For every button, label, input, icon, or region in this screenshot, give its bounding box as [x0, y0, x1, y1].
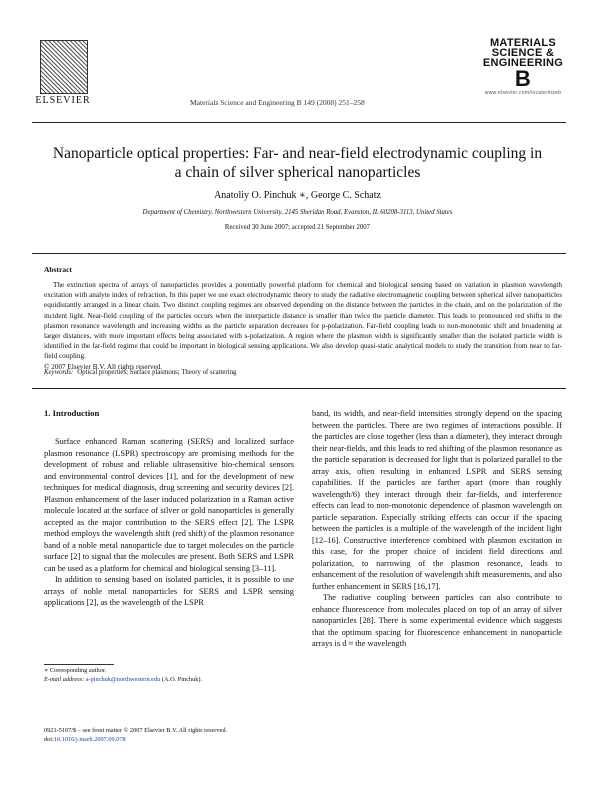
abstract-text: The extinction spectra of arrays of nanoparticles provides a potentially powerful platform for chemical and biological sensing based on variation in plasmon wavelength excitation with analyte index of refraction. In this paper we use exact electrodynamic theory to study the radiative electromagnetic coupling between spherical silver nanoparticles equidistantly arranged in a linear chain. Two distinct coupling regimes are observed depending on the distance between the particles in the chain, and on the polarization of the incident light. Near-field coupling of the particles occurs when the interparticle distance is smaller than twice the particle diameter. This leads to pronounced red shifts in the plasmon resonance wavelength and increasing widths as the particle separation decreases for p-polarization. Far-field coupling leads to non-monotonic shift and broadening at larger distances, with more important effects being associated with s-polarization. A region where the plasmon width is significantly smaller than the isolated particle width is identified in the far-field regime that could be important in biological sensing applications. We also develop quasi-static analytical models to study the transition from near to far-field coupling. [44, 281, 562, 361]
keywords-text: Optical properties; Surface plasmons; Theory of scattering [77, 369, 237, 376]
received-dates: Received 30 June 2007; accepted 21 September 2007 [224, 224, 371, 231]
issn-line: 0921-5107/$ – see front matter © 2007 Elsevier B.V. All rights reserved. [44, 727, 228, 734]
journal-citation: Materials Science and Engineering B 149 (2008) 251–258 [190, 98, 365, 107]
email-line [44, 676, 202, 685]
section-heading: 1. Introduction [44, 408, 100, 418]
journal-logo-tagline: www.elsevier.com/locate/mseb [484, 90, 562, 96]
keywords [44, 369, 236, 376]
elsevier-tree-icon [40, 40, 88, 94]
doi-line [44, 736, 227, 745]
copyright: © 2007 Elsevier B.V. All rights reserved. [44, 362, 163, 371]
doi-label: doi: [44, 735, 54, 743]
affiliation: Department of Chemistry, Northwestern University, 2145 Sheridan Road, Evanston, IL 60208-3113, United States [142, 209, 453, 216]
journal-logo [478, 38, 568, 97]
paragraph: band, its width, and near-field intensities strongly depend on the spacing between the particles. There are two regimes of interactions possible. If the particles are close together (less than a diameter), they interact through their near-fields, and this leads to red shifting of the plasmon resonance as the particle separation is decreased for light that is polarized parallel to the array axis, often resulting in enhanced LSPR and SERS sensing capabilities. If the particles are farther apart (more than roughly wavelength/6) they interact through their far-fields, and interference effects can lead to non-monotonic dependence of plasmon wavelength on particle separation. Especially striking effects can occur if the spacing between the particles is a multiple of the wavelength of the incident light [12–16]. Constructive interference combined with plasmon excitation in this case, for the proper choice of incident field directions and polarization, to narrowing of the plasmon resonance, leads to enhancement of the resolution of wavelength shift measurements, and also further enhancement in SERS [16,17]. [312, 409, 562, 591]
right-column [312, 408, 562, 650]
abstract-top-rule [32, 253, 566, 254]
email-label: E-mail address: [44, 675, 85, 683]
journal-logo-line: SCIENCE & [491, 47, 555, 59]
footnote [44, 667, 202, 685]
header-rule [32, 122, 566, 123]
footnote-rule [44, 664, 114, 665]
publisher-name: ELSEVIER [35, 95, 91, 106]
paragraph: In addition to sensing based on isolated particles, it is possible to use arrays of noble metal nanoparticles for SERS and LSPR sensing applications [2], as the wavelength of the LSPR [44, 575, 294, 607]
paper-title: Nanoparticle optical properties: Far- and near-field electrodynamic coupling in a chain of silver spherical nanoparticles [52, 145, 543, 181]
left-column [44, 436, 294, 609]
abstract-body [44, 280, 562, 372]
email-link[interactable]: a-pinchuk@northwestern.edu [85, 675, 161, 683]
corresponding-author: ∗ Corresponding author. [44, 667, 107, 674]
journal-logo-letter: B [514, 66, 532, 91]
front-matter [44, 727, 227, 745]
paragraph: Surface enhanced Raman scattering (SERS) and localized surface plasmon resonance (LSPR) spectroscopy are promising methods for the development of robust and reliable ultrasensitive bio-chemical sensors and environmental control devices [1], and for the development of new techniques for medical diagnosis, drug screening and security devices [2]. Plasmon enhancement of the laser induced polarization in a Raman active molecule located at the surface of silver or gold nanoparticles is generally accepted as the major contribution to the SERS effect [2]. The LSPR method employs the wavelength shift (red shift) of the plasmon resonance band of a noble metal nanoparticle due to target molecules on the particle surface [2] to signal that the molecules are present. Both SERS and LSPR can be used as a platform for chemical and biological sensing [3–11]. [44, 437, 294, 573]
elsevier-logo [32, 40, 94, 108]
journal-logo-line: MATERIALS [489, 37, 557, 49]
paragraph: The radiative coupling between particles can also contribute to enhance fluorescence from molecules placed on top of an array of silver nanoparticles [28]. There is some experimental evidence which suggests that the optimum spacing for fluorescence enhancement in nanoparticle arrays is d ≈ the wavelength [312, 593, 562, 648]
doi-link[interactable]: 10.1016/j.mseb.2007.09.078 [53, 735, 126, 743]
abstract-heading: Abstract [44, 265, 72, 274]
abstract-bottom-rule [32, 388, 566, 389]
journal-logo-line: ENGINEERING [482, 57, 564, 69]
authors: Anatoliy O. Pinchuk ∗, George C. Schatz [214, 190, 381, 201]
keywords-label: Keywords: [44, 369, 74, 376]
email-suffix: (A.O. Pinchuk). [161, 675, 203, 683]
